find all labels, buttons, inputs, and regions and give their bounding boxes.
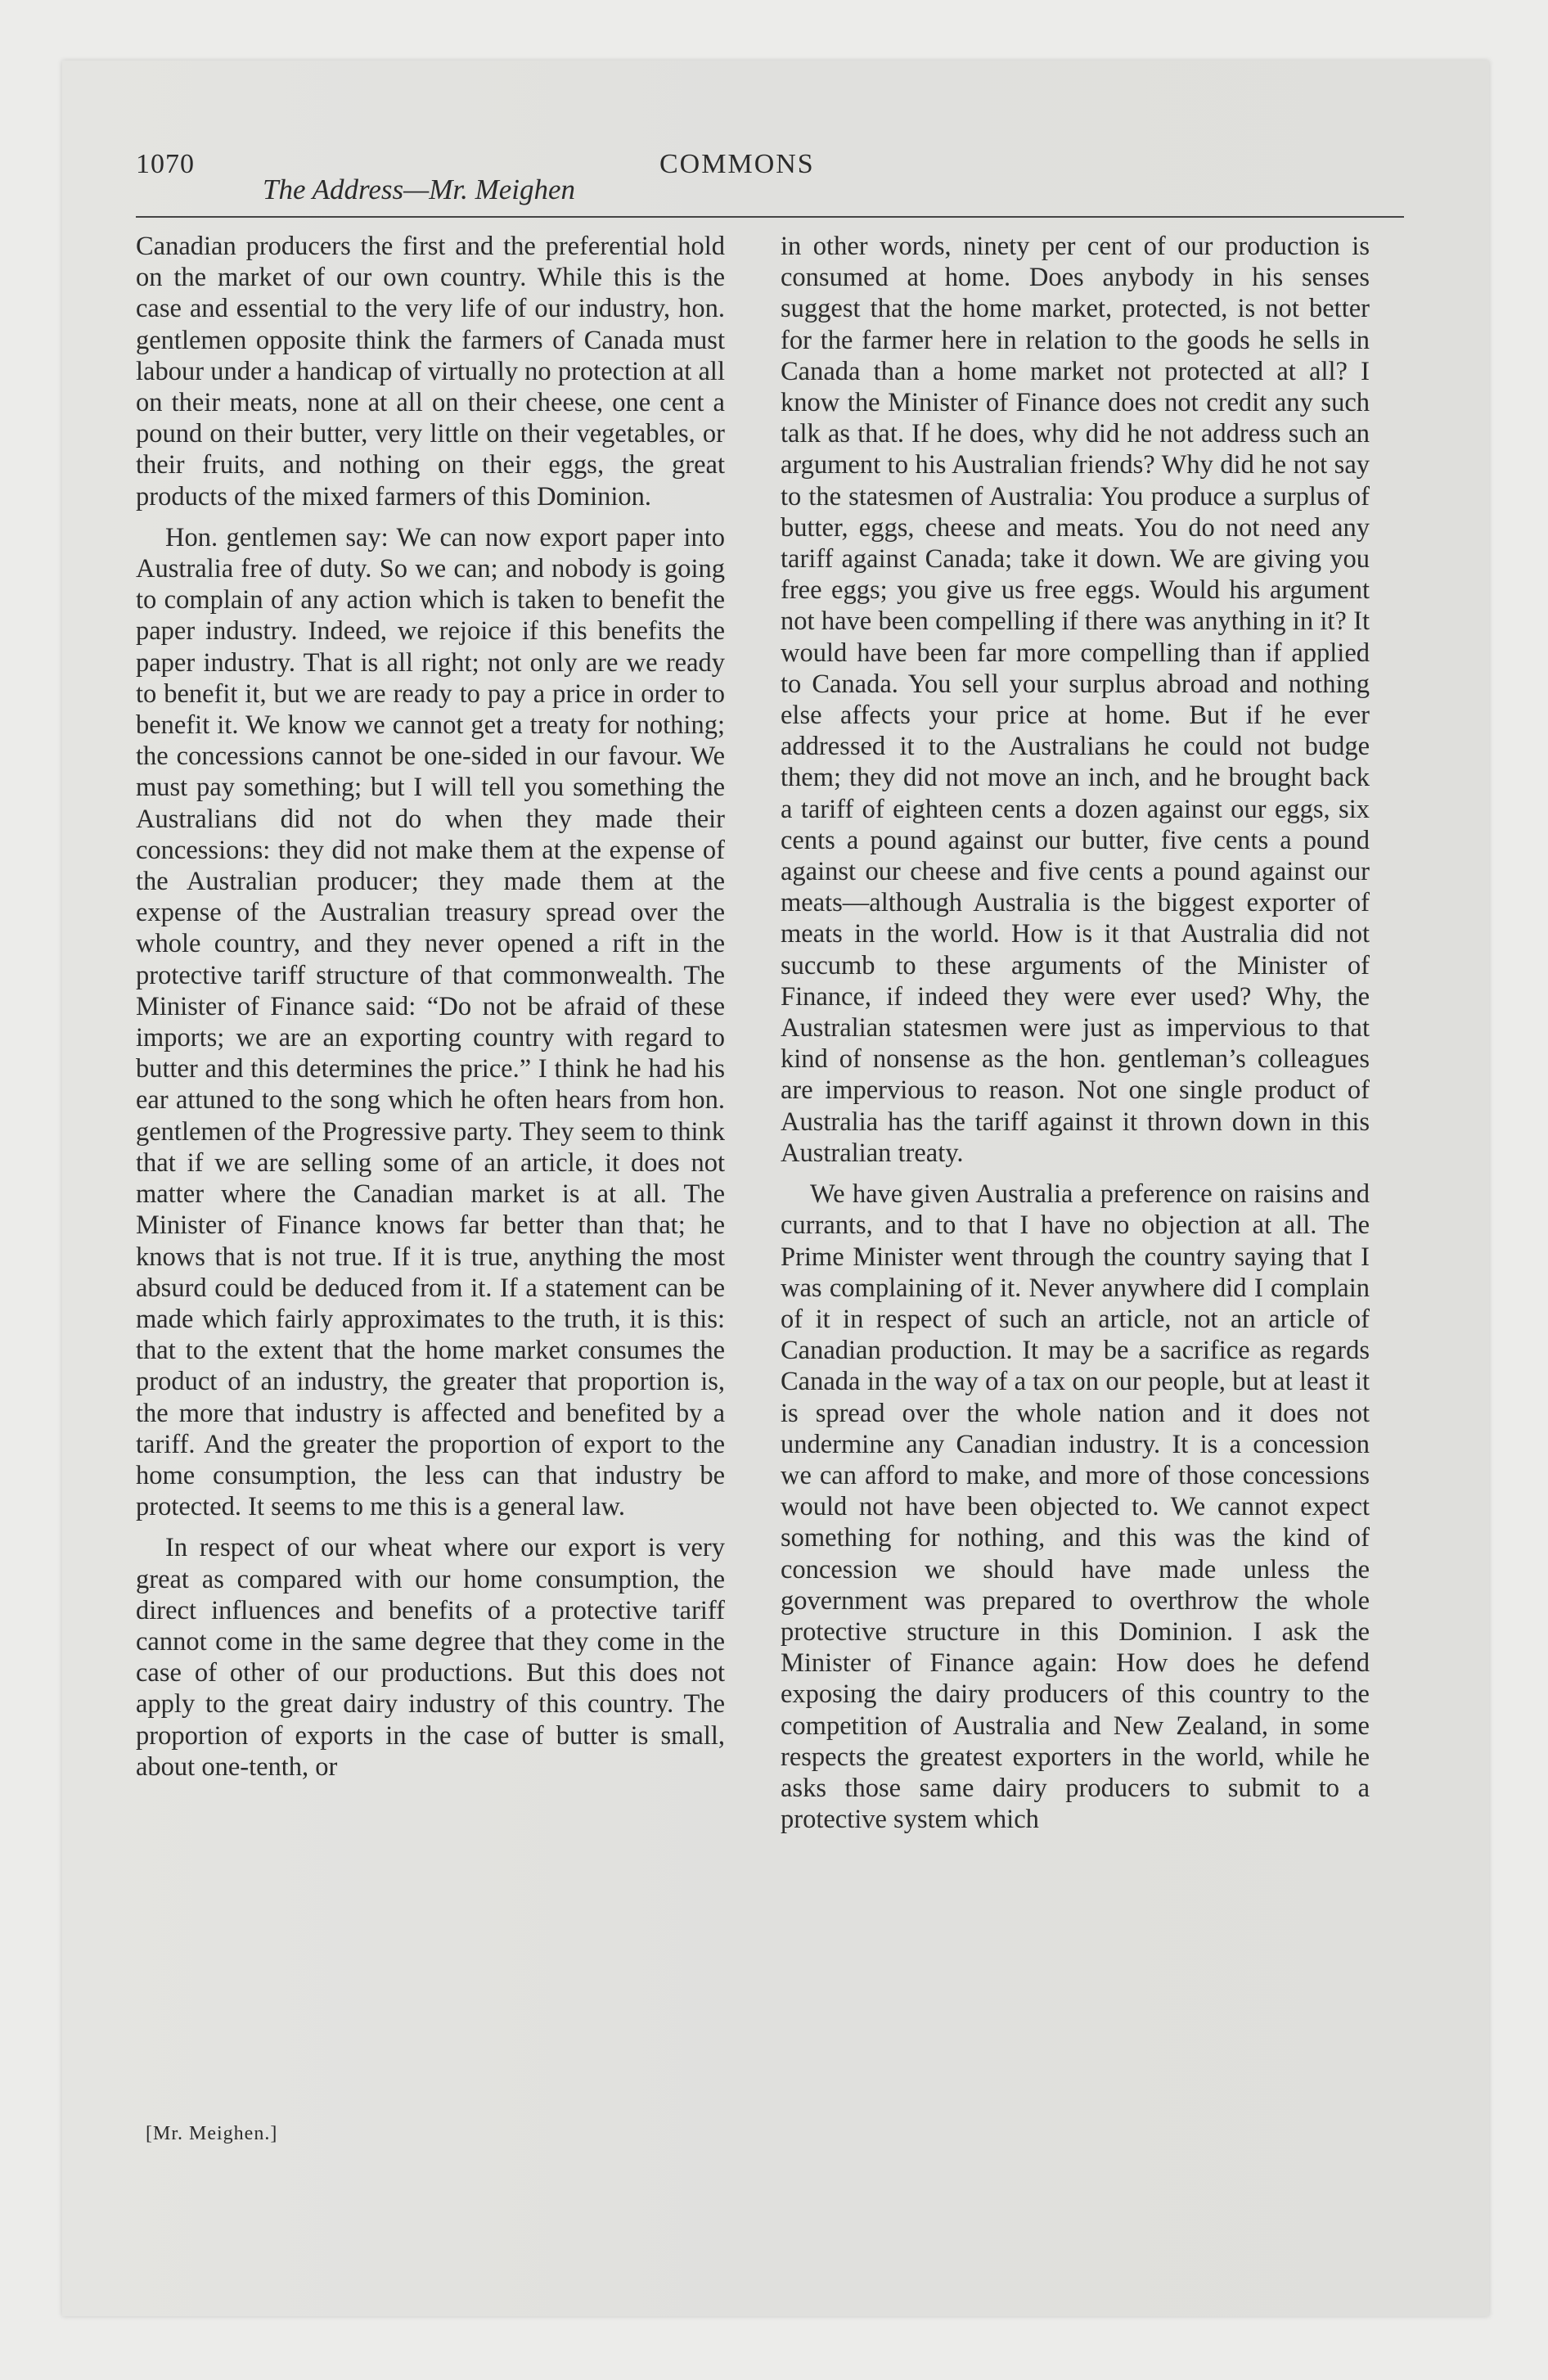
- right-column: [781, 231, 1370, 1835]
- left-paragraph-3: In respect of our wheat where our export is very great as compared with our home consumption, the direct influences and benefits of a protective tariff cannot come in the same degree that they come in the case of other of our productions. But this does not apply to the great dairy industry of this country. The proportion of exports in the case of butter is small, about one-tenth, or: [136, 1533, 725, 1782]
- header-rule: [136, 216, 1404, 218]
- right-paragraph-2: We have given Australia a preference on raisins and currants, and to that I have no objection at all. The Prime Minister went through the country saying that I was complaining of it. Never anywhere did I complain of it in respect of such an article, not an article of Canadian production. It may be a sacrifice as regards Canada in the way of a tax on our people, but at least it is spread over the whole nation and it does not undermine any Canadian industry. It is a concession we can afford to make, and more of those concessions would not have been objected to. We cannot expect something for nothing, and this was the kind of concession we should have made unless the government was prepared to overthrow the whole protective structure in this Dominion. I ask the Minister of Finance again: How does he defend exposing the dairy producers of this country to the competition of Australia and New Zealand, in some respects the greatest exporters in the world, while he asks those same dairy producers to submit to a protective system which: [781, 1179, 1370, 1835]
- left-column: [136, 231, 725, 1783]
- journal-title: COMMONS: [659, 149, 815, 179]
- document-sheet: [62, 61, 1489, 2316]
- left-paragraph-1: Canadian producers the first and the preferential hold on the market of our own country. While this is the case and essential to the very life of our industry, hon. gentlemen opposite think the farmers of Canada must labour under a handicap of virtually no protection at all on their meats, none at all on their cheese, one cent a pound on their butter, very little on their vegetables, or their fruits, and nothing on their eggs, the great products of the mixed farmers of this Dominion.: [136, 232, 725, 512]
- right-paragraph-1: in other words, ninety per cent of our production is consumed at home. Does anybody in his senses suggest that the home market, protected, is not better for the farmer here in relation to the goods he sells in Canada than a home market not protected at all? I know the Minister of Finance does not credit any such talk as that. If he does, why did he not address such an argument to his Australian friends? Why did he not say to the statesmen of Australia: You produce a surplus of butter, eggs, cheese and meats. You do not need any tariff against Canada; take it down. We are giving you free eggs; you give us free eggs. Would his argument not have been compelling if there was anything in it? It would have been far more compelling than if applied to Canada. You sell your surplus abroad and nothing else affects your price at home. But if he ever addressed it to the Australians he could not budge them; they did not move an inch, and he brought back a tariff of eighteen cents a dozen against our eggs, six cents a pound against our butter, five cents a pound against our cheese and five cents a pound against our meats—although Australia is the biggest exporter of meats in the world. How is it that Australia did not succumb to these arguments of the Minister of Finance, if indeed they were ever used? Why, the Australian statesmen were just as impervious to that kind of nonsense as the hon. gentleman’s colleagues are impervious to reason. Not one single product of Australia has the tariff against it thrown down in this Australian treaty.: [781, 232, 1370, 1168]
- running-head: The Address—Mr. Meighen: [263, 174, 576, 205]
- speaker-footer: [Mr. Meighen.]: [146, 2123, 278, 2144]
- left-paragraph-2: Hon. gentlemen say: We can now export paper into Australia free of duty. So we can; and nobody is going to complain of any action which is taken to benefit the paper industry. Indeed, we rejoice if this benefits the paper industry. That is all right; not only are we ready to benefit it, but we are ready to pay a price in order to benefit it. We know we cannot get a treaty for nothing; the concessions cannot be one-sided in our favour. We must pay something; but I will tell you something the Australians did not do when they made their concessions: they did not make them at the expense of the Australian producer; they made them at the expense of the Australian treasury spread over the whole country, and they never opened a rift in the protective tariff structure of that commonwealth. The Minister of Finance said: “Do not be afraid of these imports; we are an exporting country with regard to butter and this determines the price.” I think he had his ear attuned to the song which he often hears from hon. gentlemen of the Progressive party. They seem to think that if we are selling some of an article, it does not matter where the Canadian market is at all. The Minister of Finance knows far better than that; he knows that is not true. If it is true, anything the most absurd could be deduced from it. If a statement can be made which fairly approximates to the truth, it is this: that to the extent that the home market consumes the product of an industry, the greater that proportion is, the more that industry is affected and benefited by a tariff. And the greater the proportion of export to the home consumption, the less can that industry be protected. It seems to me this is a general law.: [136, 522, 725, 1522]
- page-number: 1070: [136, 149, 195, 179]
- page: [62, 61, 1489, 2316]
